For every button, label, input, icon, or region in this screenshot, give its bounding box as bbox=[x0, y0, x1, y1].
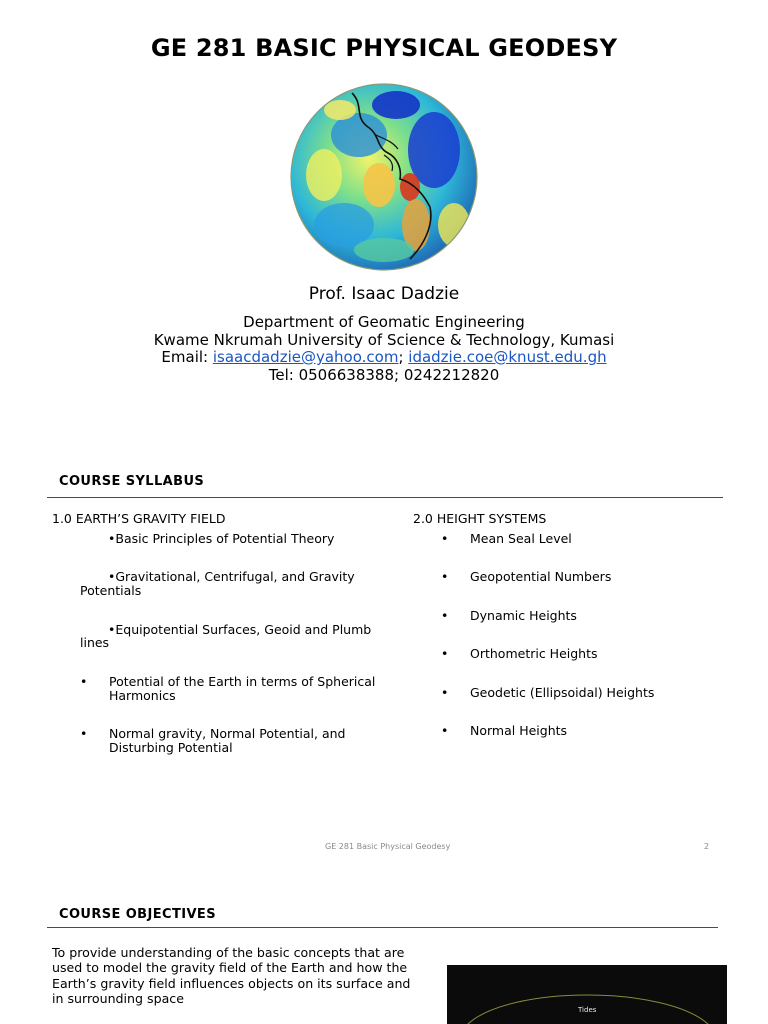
list-item: •Equipotential Surfaces, Geoid and Plumb bbox=[108, 622, 372, 637]
paragraph-line: in surrounding space bbox=[52, 991, 184, 1007]
orbit-icon bbox=[447, 965, 727, 1024]
bullet-icon: • bbox=[441, 646, 449, 661]
bullet-icon: • bbox=[80, 726, 88, 741]
col1-title: 1.0 EARTH’S GRAVITY FIELD bbox=[52, 511, 226, 526]
list-item: Mean Seal Level bbox=[470, 531, 572, 546]
telephone-line: Tel: 0506638388; 0242212820 bbox=[268, 365, 500, 384]
list-item: lines bbox=[80, 635, 110, 650]
syllabus-heading: COURSE SYLLABUS bbox=[59, 474, 205, 489]
email-separator: ; bbox=[398, 348, 409, 366]
list-item: Potentials bbox=[80, 583, 142, 598]
syllabus-divider bbox=[47, 497, 723, 498]
list-item: Normal gravity, Normal Potential, and bbox=[109, 726, 346, 741]
objectives-divider bbox=[47, 927, 718, 928]
list-item: Normal Heights bbox=[470, 723, 568, 738]
list-item: Orthometric Heights bbox=[470, 646, 598, 661]
email-line bbox=[0, 349, 768, 367]
university-line: Kwame Nkrumah University of Science & Technology, Kumasi bbox=[153, 330, 615, 349]
email-link-yahoo[interactable]: isaacdadzie@yahoo.com bbox=[212, 348, 399, 366]
geoid-globe-image bbox=[284, 75, 484, 275]
paragraph-line: Earth’s gravity field influences objects on its surface and bbox=[52, 975, 411, 991]
bullet-icon: • bbox=[80, 674, 88, 689]
tides-label: Tides bbox=[578, 1006, 597, 1014]
list-item: •Basic Principles of Potential Theory bbox=[108, 531, 335, 546]
slide-title: GE 281 BASIC PHYSICAL GEODESY bbox=[150, 34, 618, 62]
bullet-icon: • bbox=[441, 685, 449, 700]
tides-diagram-image bbox=[447, 965, 727, 1024]
contact-block bbox=[0, 314, 768, 384]
department-line: Department of Geomatic Engineering bbox=[243, 313, 525, 331]
objectives-paragraph bbox=[52, 945, 432, 1007]
email-link-knust[interactable]: idadzie.coe@knust.edu.gh bbox=[408, 348, 607, 366]
page-number: 2 bbox=[704, 842, 710, 851]
col2-title: 2.0 HEIGHT SYSTEMS bbox=[413, 511, 547, 526]
list-item: Harmonics bbox=[109, 688, 176, 703]
list-item: Geodetic (Ellipsoidal) Heights bbox=[470, 685, 655, 700]
paragraph-line: used to model the gravity field of the Earth and how the bbox=[52, 960, 408, 976]
slide-footer: GE 281 Basic Physical Geodesy bbox=[325, 842, 451, 851]
list-item: Dynamic Heights bbox=[470, 608, 577, 623]
paragraph-line: To provide understanding of the basic concepts that are bbox=[52, 945, 405, 960]
list-item: Potential of the Earth in terms of Spherical bbox=[109, 674, 376, 689]
bullet-icon: • bbox=[441, 569, 449, 584]
bullet-icon: • bbox=[441, 608, 449, 623]
list-item: Geopotential Numbers bbox=[470, 569, 612, 584]
objectives-heading: COURSE OBJECTIVES bbox=[59, 907, 216, 922]
bullet-icon: • bbox=[441, 723, 449, 738]
list-item: Disturbing Potential bbox=[109, 740, 233, 755]
author-name: Prof. Isaac Dadzie bbox=[308, 284, 460, 304]
bullet-icon: • bbox=[441, 531, 449, 546]
list-item: •Gravitational, Centrifugal, and Gravity bbox=[108, 569, 355, 584]
globe-icon bbox=[284, 75, 484, 275]
email-label: Email: bbox=[161, 348, 213, 366]
